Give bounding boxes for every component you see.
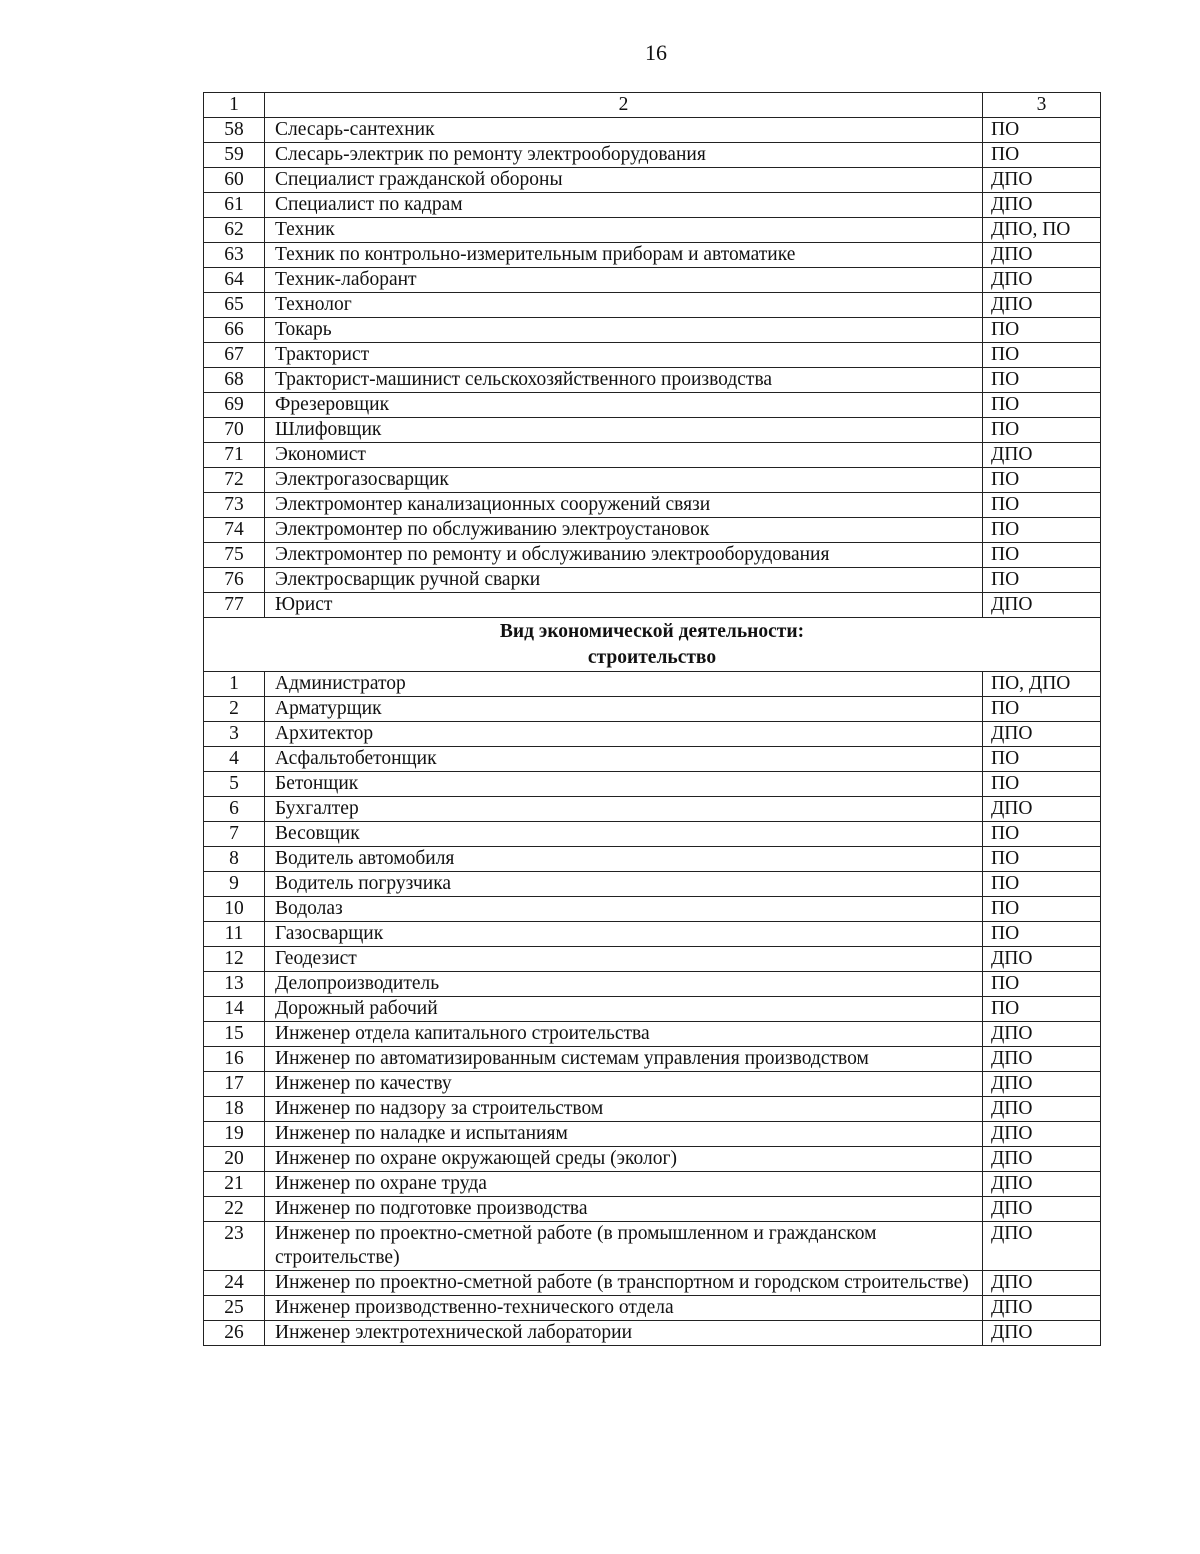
table-row	[204, 1296, 1101, 1321]
education-type: ПО	[983, 518, 1101, 543]
profession-name: Администратор	[265, 672, 983, 697]
profession-name: Инженер по охране окружающей среды (эколог)	[265, 1147, 983, 1172]
profession-name: Инженер электротехнической лаборатории	[265, 1321, 983, 1346]
table-row	[204, 493, 1101, 518]
education-type: ПО	[983, 368, 1101, 393]
table-row	[204, 1321, 1101, 1346]
table-row	[204, 168, 1101, 193]
profession-name: Фрезеровщик	[265, 393, 983, 418]
education-type: ДПО	[983, 243, 1101, 268]
education-type: ДПО, ПО	[983, 218, 1101, 243]
profession-name: Инженер по автоматизированным системам управления производством	[265, 1047, 983, 1072]
profession-name: Инженер по надзору за строительством	[265, 1097, 983, 1122]
profession-name: Инженер по охране труда	[265, 1172, 983, 1197]
table-row	[204, 747, 1101, 772]
education-type: ДПО	[983, 193, 1101, 218]
table-row	[204, 593, 1101, 618]
table-row	[204, 997, 1101, 1022]
education-type: ПО	[983, 468, 1101, 493]
education-type: ДПО	[983, 1222, 1101, 1271]
profession-name: Тракторист	[265, 343, 983, 368]
row-number: 13	[204, 972, 265, 997]
table-row	[204, 193, 1101, 218]
row-number: 66	[204, 318, 265, 343]
table-row	[204, 418, 1101, 443]
table-header-row	[204, 93, 1101, 118]
table-row	[204, 343, 1101, 368]
header-col-2: 2	[265, 93, 983, 118]
table-row	[204, 772, 1101, 797]
table-row	[204, 722, 1101, 747]
profession-name: Асфальтобетонщик	[265, 747, 983, 772]
profession-name: Токарь	[265, 318, 983, 343]
profession-name: Электросварщик ручной сварки	[265, 568, 983, 593]
education-type: ДПО	[983, 443, 1101, 468]
education-type: ПО	[983, 697, 1101, 722]
table-row	[204, 697, 1101, 722]
table-row	[204, 393, 1101, 418]
education-type: ДПО	[983, 268, 1101, 293]
profession-name: Делопроизводитель	[265, 972, 983, 997]
profession-name: Газосварщик	[265, 922, 983, 947]
row-number: 16	[204, 1047, 265, 1072]
education-type: ПО	[983, 418, 1101, 443]
education-type: ПО	[983, 747, 1101, 772]
profession-name: Инженер по качеству	[265, 1072, 983, 1097]
row-number: 7	[204, 822, 265, 847]
profession-name: Электромонтер по обслуживанию электроустановок	[265, 518, 983, 543]
table-row	[204, 318, 1101, 343]
education-type: ПО	[983, 897, 1101, 922]
profession-name: Водитель автомобиля	[265, 847, 983, 872]
row-number: 3	[204, 722, 265, 747]
profession-name: Шлифовщик	[265, 418, 983, 443]
row-number: 18	[204, 1097, 265, 1122]
row-number: 2	[204, 697, 265, 722]
row-number: 62	[204, 218, 265, 243]
profession-name: Тракторист-машинист сельскохозяйственного производства	[265, 368, 983, 393]
education-type: ПО	[983, 143, 1101, 168]
row-number: 72	[204, 468, 265, 493]
table-row	[204, 568, 1101, 593]
education-type: ДПО	[983, 1047, 1101, 1072]
education-type: ПО	[983, 393, 1101, 418]
profession-name: Арматурщик	[265, 697, 983, 722]
row-number: 22	[204, 1197, 265, 1222]
row-number: 76	[204, 568, 265, 593]
table-row	[204, 1271, 1101, 1296]
row-number: 10	[204, 897, 265, 922]
row-number: 67	[204, 343, 265, 368]
education-type: ДПО	[983, 1296, 1101, 1321]
table-row	[204, 468, 1101, 493]
table-row	[204, 1072, 1101, 1097]
education-type: ПО	[983, 543, 1101, 568]
education-type: ПО, ДПО	[983, 672, 1101, 697]
table-row	[204, 1047, 1101, 1072]
education-type: ПО	[983, 972, 1101, 997]
row-number: 23	[204, 1222, 265, 1271]
row-number: 12	[204, 947, 265, 972]
education-type: ПО	[983, 343, 1101, 368]
education-type: ПО	[983, 997, 1101, 1022]
table-body	[204, 93, 1101, 1346]
profession-name: Специалист по кадрам	[265, 193, 983, 218]
education-type: ДПО	[983, 797, 1101, 822]
row-number: 26	[204, 1321, 265, 1346]
profession-name: Юрист	[265, 593, 983, 618]
row-number: 14	[204, 997, 265, 1022]
profession-name: Дорожный рабочий	[265, 997, 983, 1022]
table-row	[204, 922, 1101, 947]
education-type: ПО	[983, 568, 1101, 593]
profession-name: Электромонтер канализационных сооружений связи	[265, 493, 983, 518]
profession-name: Технолог	[265, 293, 983, 318]
profession-name: Электромонтер по ремонту и обслуживанию электрооборудования	[265, 543, 983, 568]
row-number: 60	[204, 168, 265, 193]
row-number: 77	[204, 593, 265, 618]
profession-name: Инженер отдела капитального строительства	[265, 1022, 983, 1047]
table-row	[204, 368, 1101, 393]
table-row	[204, 118, 1101, 143]
row-number: 5	[204, 772, 265, 797]
education-type: ДПО	[983, 168, 1101, 193]
education-type: ПО	[983, 872, 1101, 897]
education-type: ДПО	[983, 947, 1101, 972]
row-number: 61	[204, 193, 265, 218]
table-row	[204, 293, 1101, 318]
row-number: 75	[204, 543, 265, 568]
profession-name: Техник по контрольно-измерительным приборам и автоматике	[265, 243, 983, 268]
education-type: ПО	[983, 922, 1101, 947]
education-type: ДПО	[983, 1122, 1101, 1147]
row-number: 20	[204, 1147, 265, 1172]
education-type: ДПО	[983, 1172, 1101, 1197]
table-row	[204, 797, 1101, 822]
profession-name: Техник	[265, 218, 983, 243]
row-number: 19	[204, 1122, 265, 1147]
education-type: ДПО	[983, 1072, 1101, 1097]
page-number: 16	[645, 40, 667, 65]
row-number: 11	[204, 922, 265, 947]
row-number: 65	[204, 293, 265, 318]
table-row	[204, 1022, 1101, 1047]
table-row	[204, 143, 1101, 168]
education-type: ДПО	[983, 593, 1101, 618]
education-type: ДПО	[983, 1321, 1101, 1346]
row-number: 25	[204, 1296, 265, 1321]
header-col-1: 1	[204, 93, 265, 118]
row-number: 58	[204, 118, 265, 143]
education-type: ПО	[983, 847, 1101, 872]
profession-name: Бухгалтер	[265, 797, 983, 822]
row-number: 15	[204, 1022, 265, 1047]
row-number: 64	[204, 268, 265, 293]
table-row	[204, 443, 1101, 468]
row-number: 69	[204, 393, 265, 418]
education-type: ДПО	[983, 1197, 1101, 1222]
profession-name: Слесарь-сантехник	[265, 118, 983, 143]
row-number: 70	[204, 418, 265, 443]
table-row	[204, 1197, 1101, 1222]
professions-table	[203, 92, 1101, 1346]
row-number: 68	[204, 368, 265, 393]
education-type: ПО	[983, 493, 1101, 518]
education-type: ДПО	[983, 1271, 1101, 1296]
profession-name: Архитектор	[265, 722, 983, 747]
education-type: ПО	[983, 318, 1101, 343]
table-row	[204, 1172, 1101, 1197]
row-number: 6	[204, 797, 265, 822]
row-number: 71	[204, 443, 265, 468]
profession-name: Слесарь-электрик по ремонту электрооборудования	[265, 143, 983, 168]
profession-name: Геодезист	[265, 947, 983, 972]
header-col-3: 3	[983, 93, 1101, 118]
table-row	[204, 1222, 1101, 1271]
education-type: ПО	[983, 118, 1101, 143]
education-type: ДПО	[983, 293, 1101, 318]
profession-name: Специалист гражданской обороны	[265, 168, 983, 193]
table-row	[204, 822, 1101, 847]
row-number: 74	[204, 518, 265, 543]
profession-name: Электрогазосварщик	[265, 468, 983, 493]
row-number: 8	[204, 847, 265, 872]
row-number: 9	[204, 872, 265, 897]
table-row	[204, 672, 1101, 697]
table-row	[204, 897, 1101, 922]
table-row	[204, 847, 1101, 872]
profession-name: Инженер по наладке и испытаниям	[265, 1122, 983, 1147]
table-row	[204, 947, 1101, 972]
education-type: ДПО	[983, 1097, 1101, 1122]
table-row	[204, 1122, 1101, 1147]
education-type: ПО	[983, 772, 1101, 797]
profession-name: Инженер производственно-технического отдела	[265, 1296, 983, 1321]
table-row	[204, 543, 1101, 568]
row-number: 21	[204, 1172, 265, 1197]
profession-name: Водитель погрузчика	[265, 872, 983, 897]
profession-name: Инженер по проектно-сметной работе (в транспортном и городском строительстве)	[265, 1271, 983, 1296]
table-row	[204, 243, 1101, 268]
row-number: 59	[204, 143, 265, 168]
table-row	[204, 218, 1101, 243]
table-row	[204, 872, 1101, 897]
table-row	[204, 1097, 1101, 1122]
profession-name: Весовщик	[265, 822, 983, 847]
section-heading	[204, 618, 1101, 672]
education-type: ДПО	[983, 1022, 1101, 1047]
education-type: ДПО	[983, 1147, 1101, 1172]
row-number: 1	[204, 672, 265, 697]
profession-name: Водолаз	[265, 897, 983, 922]
row-number: 4	[204, 747, 265, 772]
row-number: 73	[204, 493, 265, 518]
table-row	[204, 268, 1101, 293]
profession-name: Бетонщик	[265, 772, 983, 797]
section-heading-line1: Вид экономической деятельности:	[499, 621, 805, 642]
row-number: 63	[204, 243, 265, 268]
row-number: 17	[204, 1072, 265, 1097]
profession-name: Инженер по проектно-сметной работе (в промышленном и гражданском строительстве)	[265, 1222, 983, 1271]
profession-name: Техник-лаборант	[265, 268, 983, 293]
table-row	[204, 1147, 1101, 1172]
education-type: ПО	[983, 822, 1101, 847]
profession-name: Экономист	[265, 443, 983, 468]
row-number: 24	[204, 1271, 265, 1296]
section-heading-row	[204, 618, 1101, 672]
section-heading-line2: строительство	[587, 647, 717, 668]
table-row	[204, 972, 1101, 997]
table-row	[204, 518, 1101, 543]
education-type: ДПО	[983, 722, 1101, 747]
profession-name: Инженер по подготовке производства	[265, 1197, 983, 1222]
